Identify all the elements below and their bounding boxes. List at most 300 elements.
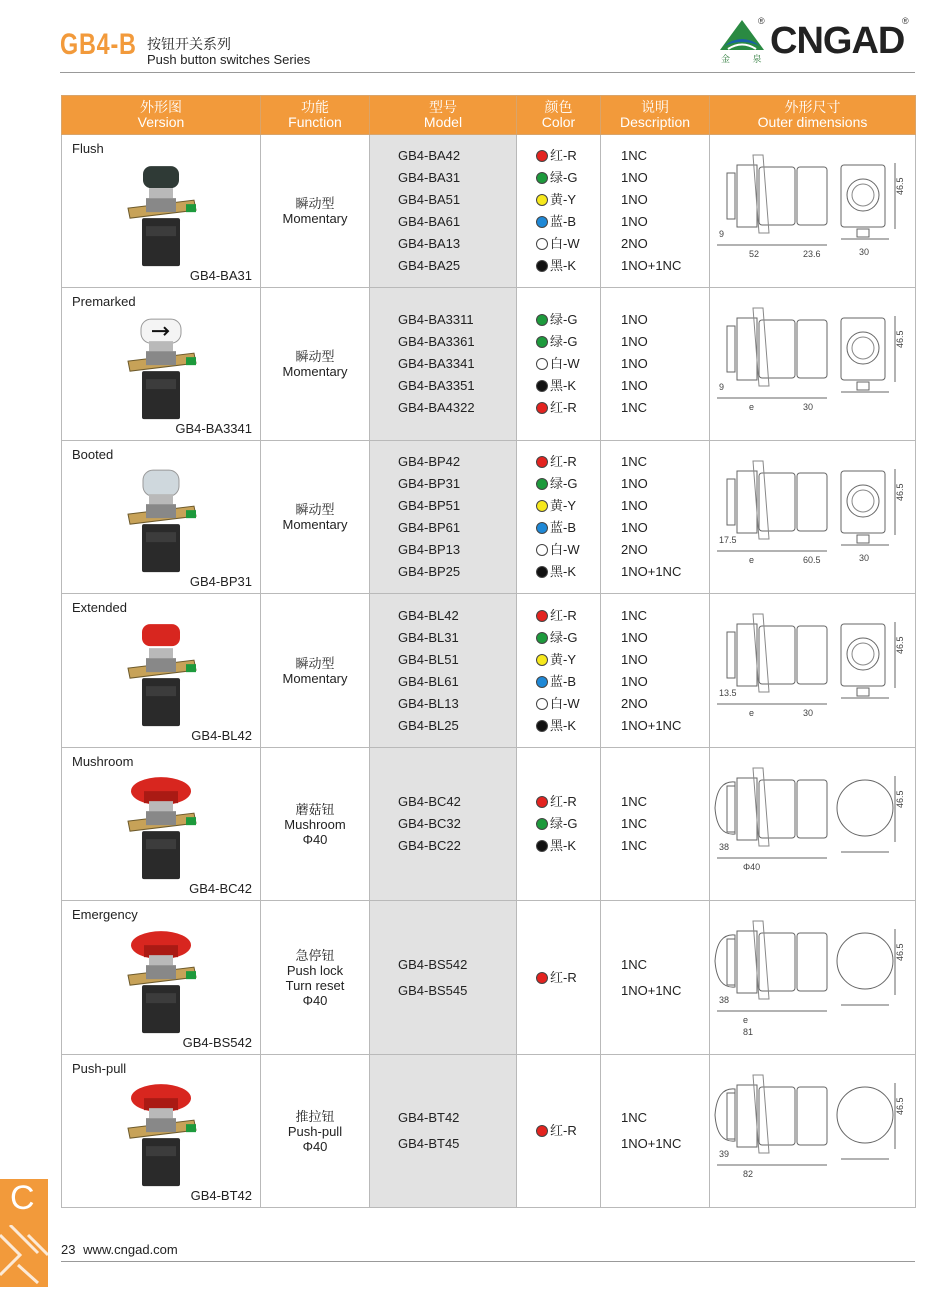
table-row (62, 135, 916, 288)
table-row (62, 1055, 916, 1208)
color-item (517, 539, 600, 561)
product-photo (116, 620, 206, 730)
table-row (62, 594, 916, 748)
model-item: GB4-BA3311 (398, 312, 474, 327)
function-cell (261, 748, 370, 901)
header-model-cn: 型号 (429, 99, 457, 115)
dimension-label: 9 (719, 382, 725, 392)
model-item: GB4-BP61 (398, 520, 461, 535)
function-line: 瞬动型 (295, 502, 335, 517)
color-dot-icon (536, 796, 548, 808)
dimension-label: 30 (803, 708, 814, 718)
color-item (517, 835, 600, 857)
brand-sub: 金 泉 (721, 54, 772, 64)
description-item: 1NC (621, 1110, 648, 1125)
model-cell (370, 135, 517, 288)
header-version-en: Version (137, 114, 185, 130)
dimension-label: 46.5 (895, 483, 905, 501)
function-line: Mushroom (284, 816, 346, 832)
page-footer (61, 1242, 178, 1257)
version-code: GB4-BS542 (182, 1035, 252, 1050)
emblem-reg-mark: ® (758, 16, 765, 26)
dimension-label: 9 (719, 229, 725, 239)
header-function (261, 96, 370, 135)
color-item (517, 649, 600, 671)
model-cell (370, 441, 517, 594)
color-dot-icon (536, 194, 548, 206)
header-description-cn: 说明 (641, 99, 669, 115)
color-cell (517, 441, 601, 594)
section-tab (0, 1179, 48, 1287)
version-title: Flush (72, 141, 104, 156)
header-description (601, 96, 710, 135)
model-item: GB4-BL31 (398, 629, 459, 645)
model-item: GB4-BC42 (398, 794, 461, 809)
color-label: 黄-Y (550, 651, 577, 667)
brand-name: CNGAD (770, 20, 905, 62)
header-dimensions-en: Outer dimensions (757, 114, 868, 130)
version-image (116, 313, 206, 426)
color-label: 白-W (550, 356, 580, 371)
color-dot-icon (536, 818, 548, 830)
function-line: 推拉钮 (295, 1108, 335, 1124)
table-row (62, 748, 916, 901)
color-dot-icon (536, 456, 548, 468)
description-cell (601, 135, 710, 288)
dimension-label: 46.5 (895, 177, 905, 195)
description-item: 1NO (621, 673, 648, 689)
function-line: Momentary (282, 517, 348, 532)
version-code: GB4-BA3341 (175, 421, 252, 436)
color-label: 红-R (550, 454, 577, 469)
version-cell (62, 135, 261, 288)
color-item (517, 145, 600, 167)
version-cell (62, 748, 261, 901)
color-item (517, 233, 600, 255)
dimension-cell (710, 135, 916, 288)
color-label: 红-R (550, 1123, 577, 1138)
header-description-en: Description (619, 114, 691, 130)
color-dot-icon (536, 972, 548, 984)
description-item: 1NC (621, 607, 648, 623)
description-item: 1NO (621, 498, 648, 513)
color-item (517, 715, 600, 737)
description-item: 1NO (621, 170, 648, 185)
description-item: 1NO (621, 192, 648, 207)
version-cell (62, 1055, 261, 1208)
page-number: 23 (61, 1242, 76, 1257)
color-dot-icon (536, 720, 548, 732)
product-photo (116, 773, 206, 883)
color-item (517, 473, 600, 495)
header-color-cn: 颜色 (544, 99, 573, 115)
version-code: GB4-BP31 (189, 574, 252, 589)
version-image (116, 620, 206, 733)
model-item: GB4-BA31 (398, 170, 461, 185)
description-item: 2NO (621, 695, 648, 711)
dimension-label: 17.5 (719, 535, 737, 545)
section-pattern-icon (0, 1225, 48, 1285)
color-label: 红-R (550, 148, 577, 163)
description-item: 1NO (621, 214, 648, 229)
version-image (116, 773, 206, 886)
dimension-label: e (749, 708, 755, 718)
description-item: 1NO (621, 378, 648, 393)
model-cell (370, 288, 517, 441)
dimension-label: 23.6 (803, 249, 821, 259)
color-item (517, 331, 600, 353)
description-item: 1NC (621, 956, 648, 972)
description-item: 2NO (621, 236, 648, 251)
dimension-drawing (713, 1065, 913, 1195)
dimension-cell (710, 901, 916, 1055)
color-item (517, 167, 600, 189)
color-cell (517, 901, 601, 1055)
product-photo (116, 160, 206, 270)
color-item (517, 813, 600, 835)
function-line: 蘑菇钮 (295, 801, 335, 817)
dimension-label: 13.5 (719, 688, 737, 698)
dimension-label: 46.5 (895, 1097, 905, 1115)
color-label: 蓝-B (550, 673, 577, 689)
function-line: 瞬动型 (295, 349, 335, 364)
color-cell (517, 1055, 601, 1208)
color-label: 黄-Y (550, 192, 577, 207)
description-cell (601, 1055, 710, 1208)
color-dot-icon (536, 500, 548, 512)
color-label: 红-R (550, 400, 577, 415)
section-tab-letter: C (10, 1179, 35, 1217)
model-item: GB4-BS545 (398, 982, 468, 998)
table-row (62, 901, 916, 1055)
color-cell (517, 135, 601, 288)
description-item: 1NO (621, 312, 648, 327)
color-dot-icon (536, 654, 548, 666)
dimension-label: 46.5 (895, 943, 905, 961)
color-label: 绿-G (550, 476, 578, 491)
title-cn: 按钮开关系列 (147, 36, 231, 52)
function-line: Turn reset (285, 977, 345, 993)
header-color-en: Color (541, 114, 576, 130)
color-item (517, 397, 600, 419)
function-line: 瞬动型 (295, 196, 335, 211)
model-item: GB4-BP13 (398, 542, 461, 557)
color-item (517, 189, 600, 211)
model-item: GB4-BL42 (398, 607, 459, 623)
color-dot-icon (536, 566, 548, 578)
function-line: 瞬动型 (295, 655, 335, 671)
color-item (517, 517, 600, 539)
product-photo (116, 1080, 206, 1190)
model-item: GB4-BP31 (398, 476, 461, 491)
color-dot-icon (536, 522, 548, 534)
dimension-cell (710, 441, 916, 594)
description-cell (601, 594, 710, 748)
color-item (517, 1120, 600, 1142)
color-label: 红-R (550, 607, 577, 623)
color-dot-icon (536, 172, 548, 184)
dimension-label: 39 (719, 1149, 730, 1159)
model-item: GB4-BT45 (398, 1136, 460, 1151)
function-line: Φ40 (302, 1138, 328, 1154)
color-item (517, 495, 600, 517)
color-item (517, 693, 600, 715)
color-item (517, 309, 600, 331)
dimension-cell (710, 1055, 916, 1208)
header-dimensions-cn: 外形尺寸 (784, 99, 841, 115)
model-item: GB4-BT42 (398, 1110, 460, 1125)
description-cell (601, 288, 710, 441)
function-cell (261, 1055, 370, 1208)
dimension-label: e (749, 555, 755, 565)
dimension-label: 38 (719, 842, 730, 852)
color-dot-icon (536, 1125, 548, 1137)
color-dot-icon (536, 380, 548, 392)
page-header (60, 16, 915, 73)
series-code: GB4-B (60, 28, 137, 61)
color-item (517, 561, 600, 583)
version-code: GB4-BT42 (190, 1188, 252, 1203)
function-line: Momentary (282, 211, 348, 226)
color-item (517, 451, 600, 473)
version-image (116, 160, 206, 273)
description-item: 1NO (621, 651, 648, 667)
dimension-label: 46.5 (895, 330, 905, 348)
description-item: 1NO (621, 629, 648, 645)
version-title: Booted (72, 447, 114, 462)
version-image (116, 466, 206, 579)
color-dot-icon (536, 150, 548, 162)
version-code: GB4-BL42 (191, 728, 252, 743)
color-label: 蓝-B (550, 520, 577, 535)
color-item (517, 375, 600, 397)
function-line: Push lock (286, 962, 344, 978)
model-item: GB4-BA25 (398, 258, 461, 273)
color-dot-icon (536, 336, 548, 348)
version-image (116, 927, 206, 1040)
description-cell (601, 748, 710, 901)
dimension-drawing (713, 298, 913, 428)
function-line: Momentary (282, 364, 348, 379)
dimension-label: 82 (743, 1169, 754, 1179)
model-item: GB4-BC22 (398, 838, 461, 853)
color-item (517, 791, 600, 813)
header-version-cn: 外形图 (140, 99, 182, 115)
dimension-label: e (749, 402, 755, 412)
footer-divider (61, 1261, 915, 1262)
color-dot-icon (536, 544, 548, 556)
dimension-label: 81 (743, 1027, 754, 1037)
function-cell (261, 288, 370, 441)
color-item (517, 255, 600, 277)
header-model (370, 96, 517, 135)
description-item: 1NO (621, 476, 648, 491)
description-item: 1NO (621, 334, 648, 349)
model-item: GB4-BL51 (398, 651, 459, 667)
function-line: Φ40 (302, 992, 328, 1008)
color-label: 黑-K (550, 838, 577, 853)
table-row (62, 441, 916, 594)
dimension-drawing (713, 758, 913, 888)
color-item (517, 627, 600, 649)
dimension-drawing (713, 604, 913, 734)
description-item: 1NO+1NC (621, 982, 682, 998)
function-line: Φ40 (302, 831, 328, 847)
description-item: 2NO (621, 542, 648, 557)
header-version (62, 96, 261, 135)
description-item: 1NO (621, 356, 648, 371)
model-cell (370, 901, 517, 1055)
function-line: Push-pull (287, 1123, 343, 1139)
color-label: 黑-K (550, 564, 577, 579)
color-cell (517, 748, 601, 901)
function-line: Momentary (282, 670, 348, 686)
color-cell (517, 594, 601, 748)
model-item: GB4-BA13 (398, 236, 461, 251)
description-item: 1NC (621, 794, 648, 809)
function-cell (261, 901, 370, 1055)
color-dot-icon (536, 632, 548, 644)
version-cell (62, 901, 261, 1055)
product-photo (116, 313, 206, 423)
dimension-label: 46.5 (895, 636, 905, 654)
color-label: 红-R (550, 794, 577, 809)
model-item: GB4-BP51 (398, 498, 461, 513)
description-item: 1NO+1NC (621, 258, 682, 273)
dimension-label: Φ40 (743, 862, 761, 872)
dimension-drawing (713, 451, 913, 581)
color-label: 白-W (550, 236, 580, 251)
function-cell (261, 594, 370, 748)
dimension-label: 52 (749, 249, 760, 259)
model-cell (370, 1055, 517, 1208)
footer-url: www.cngad.com (83, 1242, 178, 1257)
description-item: 1NC (621, 148, 648, 163)
color-label: 绿-G (550, 312, 578, 327)
model-item: GB4-BA3351 (398, 378, 475, 393)
version-code: GB4-BA31 (189, 268, 252, 283)
dimension-label: 30 (859, 247, 870, 257)
version-title: Premarked (72, 294, 136, 309)
color-dot-icon (536, 676, 548, 688)
version-code: GB4-BC42 (189, 881, 252, 896)
title-en: Push button switches Series (147, 52, 311, 67)
color-label: 黄-Y (550, 498, 577, 513)
table-row (62, 288, 916, 441)
color-label: 白-W (550, 542, 580, 557)
dimension-label: 30 (803, 402, 814, 412)
description-item: 1NC (621, 454, 648, 469)
color-dot-icon (536, 260, 548, 272)
color-dot-icon (536, 238, 548, 250)
color-label: 黑-K (550, 717, 577, 733)
color-dot-icon (536, 402, 548, 414)
color-cell (517, 288, 601, 441)
dimension-cell (710, 748, 916, 901)
version-cell (62, 594, 261, 748)
model-item: GB4-BL25 (398, 717, 459, 733)
color-dot-icon (536, 358, 548, 370)
color-label: 绿-G (550, 629, 578, 645)
color-label: 绿-G (550, 170, 578, 185)
version-title: Emergency (72, 907, 138, 922)
color-label: 红-R (550, 969, 577, 985)
color-label: 白-W (550, 695, 580, 711)
dimension-label: 38 (719, 995, 730, 1005)
version-image (116, 1080, 206, 1193)
color-item (517, 353, 600, 375)
version-cell (62, 288, 261, 441)
description-item: 1NC (621, 816, 648, 831)
dimension-cell (710, 594, 916, 748)
color-label: 黑-K (550, 378, 577, 393)
model-cell (370, 594, 517, 748)
function-cell (261, 441, 370, 594)
model-item: GB4-BA3341 (398, 356, 475, 371)
color-label: 绿-G (550, 816, 578, 831)
model-item: GB4-BA61 (398, 214, 461, 229)
description-item: 1NO (621, 520, 648, 535)
function-line: 急停钮 (295, 947, 335, 963)
color-item (517, 211, 600, 233)
color-label: 绿-G (550, 334, 578, 349)
color-label: 黑-K (550, 258, 577, 273)
color-dot-icon (536, 610, 548, 622)
function-cell (261, 135, 370, 288)
header-model-en: Model (423, 114, 463, 130)
version-title: Mushroom (72, 754, 134, 769)
model-item: GB4-BA4322 (398, 400, 475, 415)
version-title: Push-pull (72, 1061, 127, 1076)
description-cell (601, 901, 710, 1055)
model-item: GB4-BA51 (398, 192, 461, 207)
version-title: Extended (72, 600, 127, 615)
color-label: 蓝-B (550, 214, 577, 229)
dimension-drawing (713, 145, 913, 275)
dimension-cell (710, 288, 916, 441)
color-dot-icon (536, 216, 548, 228)
model-item: GB4-BA3361 (398, 334, 475, 349)
model-item: GB4-BS542 (398, 956, 468, 972)
model-item: GB4-BL13 (398, 695, 459, 711)
table-header-row (62, 96, 916, 135)
header-function-cn: 功能 (301, 99, 329, 115)
model-item: GB4-BP25 (398, 564, 461, 579)
header-color (517, 96, 601, 135)
model-item: GB4-BL61 (398, 673, 459, 689)
table-body (62, 135, 916, 1208)
model-cell (370, 748, 517, 901)
dimension-label: e (743, 1015, 749, 1025)
color-item (517, 605, 600, 627)
model-item: GB4-BP42 (398, 454, 461, 469)
description-item: 1NO+1NC (621, 717, 682, 733)
color-dot-icon (536, 478, 548, 490)
description-cell (601, 441, 710, 594)
header-function-en: Function (288, 114, 342, 130)
description-item: 1NO+1NC (621, 1136, 682, 1151)
color-dot-icon (536, 698, 548, 710)
dimension-label: 46.5 (895, 790, 905, 808)
dimension-drawing (713, 911, 913, 1041)
model-item: GB4-BC32 (398, 816, 461, 831)
product-photo (116, 466, 206, 576)
color-item (517, 671, 600, 693)
model-item: GB4-BA42 (398, 148, 461, 163)
description-item: 1NC (621, 838, 648, 853)
dimension-label: 30 (859, 553, 870, 563)
header-dimensions (710, 96, 916, 135)
